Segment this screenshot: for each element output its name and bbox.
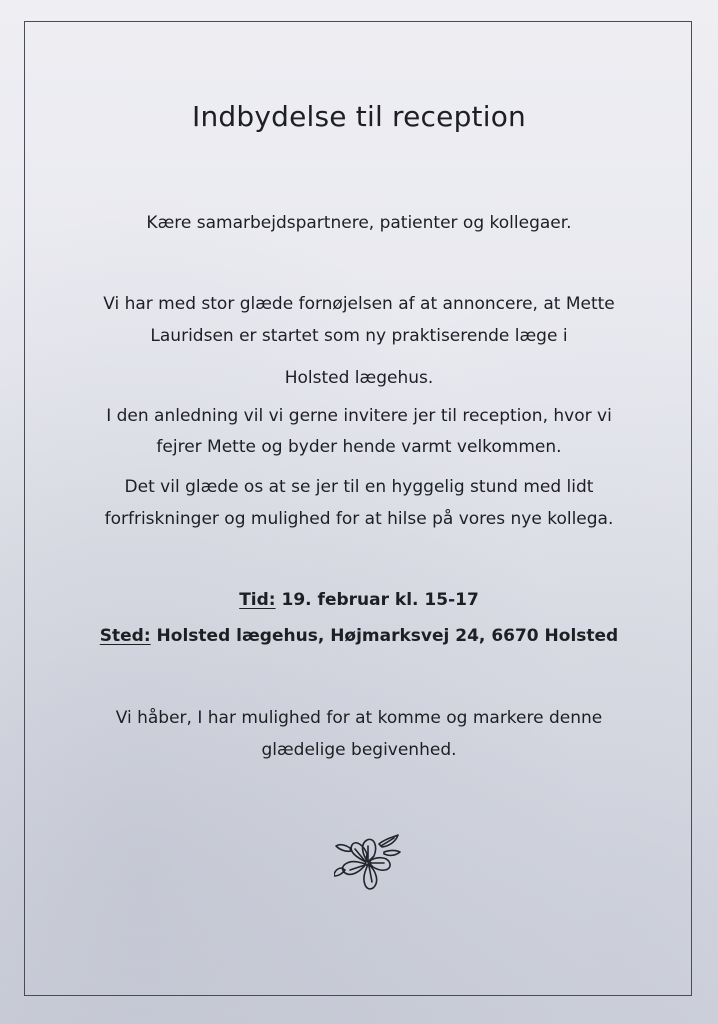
place-label: Sted: [99, 626, 151, 646]
time-value: 19. februar kl. 15-17 [275, 590, 479, 610]
paragraph1-line3: Holsted lægehus. [284, 368, 434, 388]
greeting-text: Kære samarbejdspartnere, patienter og kollegaer. [146, 213, 572, 233]
paragraph3-line1: Det vil glæde os at se jer til en hyggelig stund med lidt [124, 477, 594, 497]
time-label: Tid: [239, 590, 276, 610]
flower-icon [334, 832, 404, 902]
place-value: Holsted lægehus, Højmarksvej 24, 6670 Holsted [150, 626, 619, 646]
paragraph2-line2: fejrer Mette og byder hende varmt velkommen. [156, 437, 562, 457]
paragraph3-line2: forfriskninger og mulighed for at hilse på vores nye kollega. [104, 509, 614, 529]
paragraph1-line2: Lauridsen er startet som ny praktiserende læge i [150, 326, 568, 346]
closing-line1: Vi håber, I har mulighed for at komme og markere denne [115, 708, 603, 728]
paragraph2-line1: I den anledning vil vi gerne invitere jer til reception, hvor vi [106, 406, 612, 426]
time-line [0, 589, 718, 611]
place-line [0, 625, 718, 647]
page-title: Indbydelse til reception [191, 100, 526, 133]
closing-line2: glædelige begivenhed. [261, 740, 457, 760]
paragraph1-line1: Vi har med stor glæde fornøjelsen af at annoncere, at Mette [103, 294, 615, 314]
